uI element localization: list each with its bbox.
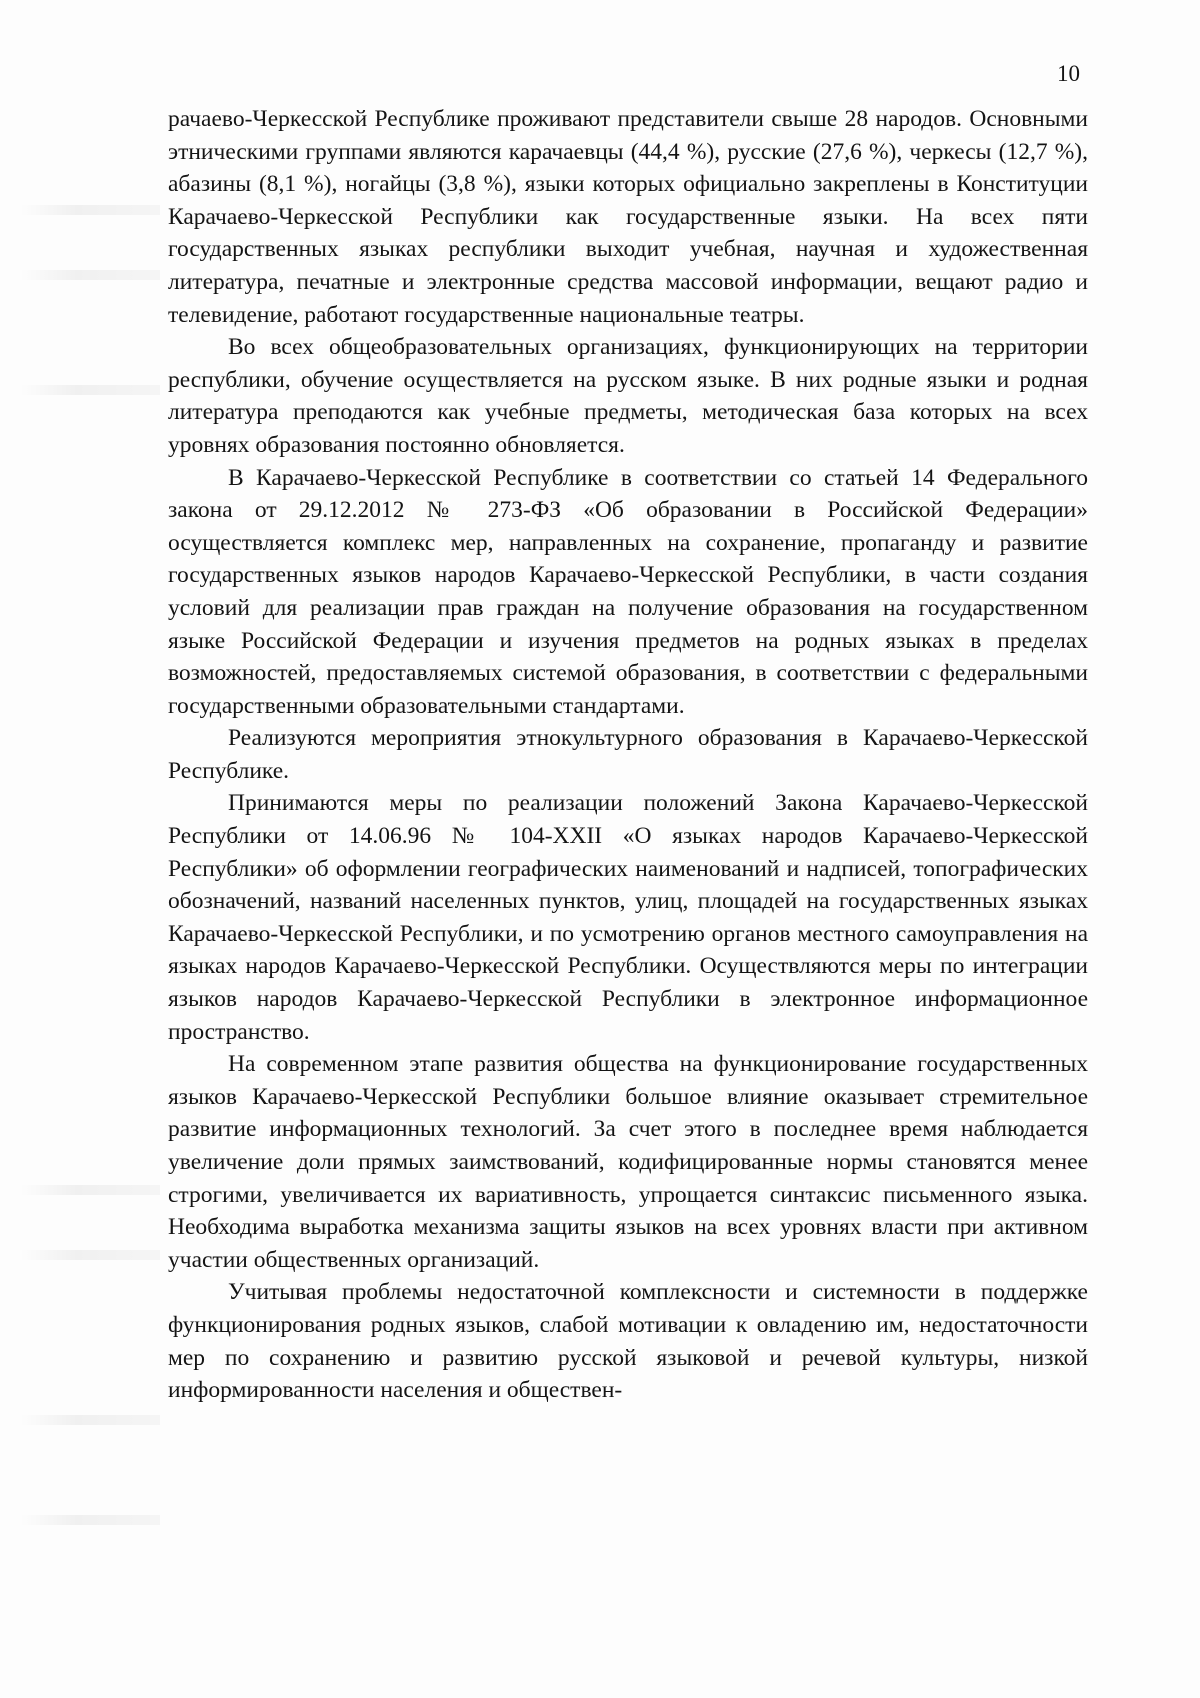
paragraph: На современном этапе развития общества на функционирование государственных языков Карачаево-Черкесской Республики большое влияние оказывает стремительное развитие информационных технологий. За счет этого в последнее время наблюдается увеличение доли прямых заимствований, кодифицированные нормы становятся менее строгими, увеличивается их вариативность, упрощается синтаксис письменного языка. Необходима выработка механизма защиты языков на всех уровнях власти при активном участии общественных организаций. bbox=[168, 1051, 1088, 1273]
paragraph: Реализуются мероприятия этнокультурного образования в Карачаево-Черкесской Республике. bbox=[168, 725, 1088, 784]
paragraph: рачаево-Черкесской Республике проживают представители свыше 28 народов. Основными этническими группами являются карачаевцы (44,4 %), русские (27,6 %), черкесы (12,7 %), абазины (8,1 %), ногайцы (3,8 %), языки которых официально закреплены в Конституции Карачаево-Черкесской Республики как государственные языки. На всех пяти государственных языках республики выходит учебная, научная и художественная литература, печатные и электронные средства массовой информации, вещают радио и телевидение, работают государственные национальные театры. bbox=[168, 106, 1088, 328]
scan-artifact bbox=[20, 1515, 160, 1525]
scan-artifact bbox=[20, 1185, 160, 1195]
page-number: 10 bbox=[1057, 61, 1080, 86]
scan-artifact bbox=[20, 270, 160, 280]
paragraph: В Карачаево-Черкесской Республике в соответствии со статьей 14 Федерального закона от 29.12.2012 № 273-ФЗ «Об образовании в Российской Федерации» осуществляется комплекс мер, направленных на сохранение, пропаганду и развитие государственных языков народов Карачаево-Черкесской Республики, в части создания условий для реализации прав граждан на получение образования на государственном языке Российской Федерации и изучения предметов на родных языках в пределах возможностей, предоставляемых системой образования, в соответствии с федеральными государственными образовательными стандартами. bbox=[168, 464, 1088, 719]
paragraph: Принимаются меры по реализации положений Закона Карачаево-Черкесской Республики от 14.06.96 № 104-XXII «О языках народов Карачаево-Черкесской Республики» об оформлении географических наименований и надписей, топографических обозначений, названий населенных пунктов, улиц, площадей на государственных языках Карачаево-Черкесской Республики, и по усмотрению органов местного самоуправления на языках народов Карачаево-Черкесской Республики. Осуществляются меры по интеграции языков народов Карачаево-Черкесской Республики в электронное информационное пространство. bbox=[168, 790, 1088, 1045]
scan-artifact bbox=[20, 1250, 160, 1260]
paragraph: Во всех общеобразовательных организациях, функционирующих на территории республики, обучение осуществляется на русском языке. В них родные языки и родная литература преподаются как учебные предметы, методическая база которых на всех уровнях образования постоянно обновляется. bbox=[168, 334, 1088, 458]
scan-artifact bbox=[20, 205, 160, 215]
scan-artifact bbox=[20, 1415, 160, 1425]
paragraph: Учитывая проблемы недостаточной комплексности и системности в поддержке функционирования родных языков, слабой мотивации к овладению им, недостаточности мер по сохранению и развитию русской языковой и речевой культуры, низкой информированности населения и обществен- bbox=[168, 1279, 1088, 1404]
body-text bbox=[168, 103, 1088, 1407]
scan-artifact bbox=[20, 385, 160, 395]
